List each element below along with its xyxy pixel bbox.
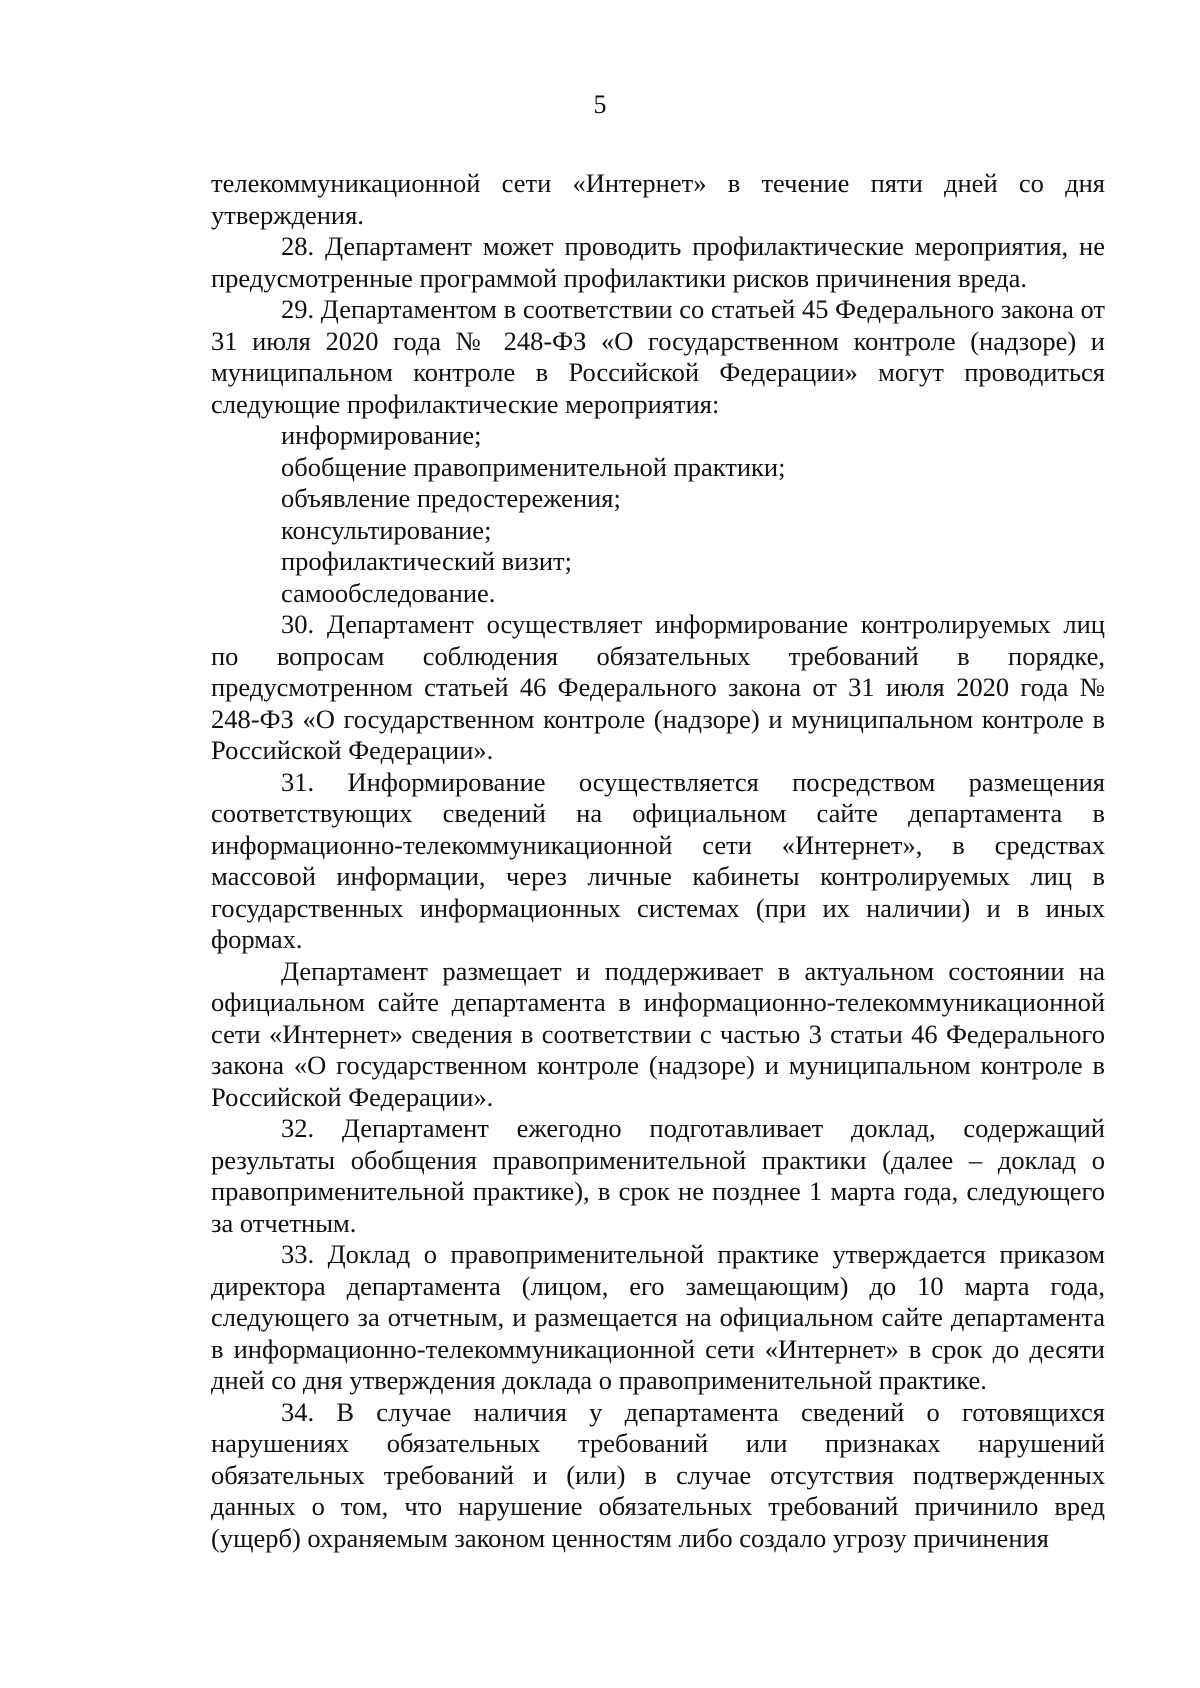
paragraph-32: 32. Департамент ежегодно подготавливает доклад, содержащий результаты обобщения правоприменительной практики (далее – доклад о правоприменительной практике), в срок не позднее 1 марта года, следующего за отчетным. <box>211 1113 1105 1238</box>
paragraph-31-continuation: Департамент размещает и поддерживает в актуальном состоянии на официальном сайте департамента в информационно-телекоммуникационной сети «Интернет» сведения в соответствии с частью 3 статьи 46 Федерального закона «О государственном контроле (надзоре) и муниципальном контроле в Российской Федерации». <box>211 955 1105 1112</box>
list-item: профилактический визит; <box>281 546 572 576</box>
list-item: информирование; <box>281 420 482 450</box>
page-number: 5 <box>593 90 607 119</box>
paragraph-30: 30. Департамент осуществляет информирование контролируемых лиц по вопросам соблюдения обязательных требований в порядке, предусмотренном статьей 46 Федерального закона от 31 июля 2020 года № 248-ФЗ «О государственном контроле (надзоре) и муниципальном контроле в Российской Федерации». <box>211 609 1105 765</box>
paragraph-continuation: телекоммуникационной сети «Интернет» в течение пяти дней со дня утверждения. <box>211 168 1105 230</box>
paragraph-29: 29. Департаментом в соответствии со статьей 45 Федерального закона от 31 июля 2020 года № 248-ФЗ «О государственном контроле (надзоре) и муниципальном контроле в Российской Федерации» могут проводиться следующие профилактические мероприятия: <box>211 294 1105 419</box>
list-item: консультирование; <box>281 514 492 545</box>
paragraph-34: 34. В случае наличия у департамента сведений о готовящихся нарушениях обязательных требований или признаках нарушений обязательных требований и (или) в случае отсутствия подтвержденных данных о том, что нарушение обязательных требований причинило вред (ущерб) охраняемым законом ценностям либо создало угрозу причинения <box>211 1396 1105 1553</box>
paragraph-31: 31. Информирование осуществляется посредством размещения соответствующих сведений на официальном сайте департамента в информационно-телекоммуникационной сети «Интернет», в средствах массовой информации, через личные кабинеты контролируемых лиц в государственных информационных системах (при их наличии) и в иных формах. <box>211 766 1105 954</box>
list-item: обобщение правоприменительной практики; <box>281 451 786 482</box>
paragraph-33: 33. Доклад о правоприменительной практике утверждается приказом директора департамента (лицом, его замещающим) до 10 марта года, следующего за отчетным, и размещается на официальном сайте департамента в информационно-телекоммуникационной сети «Интернет» в срок до десяти дней со дня утверждения доклада о правоприменительной практике. <box>211 1239 1105 1395</box>
document-body <box>211 168 1105 1554</box>
list-item: объявление предостережения; <box>281 483 621 513</box>
list-item: самообследование. <box>281 577 496 608</box>
paragraph-28: 28. Департамент может проводить профилактические мероприятия, не предусмотренные программой профилактики рисков причинения вреда. <box>211 231 1105 293</box>
